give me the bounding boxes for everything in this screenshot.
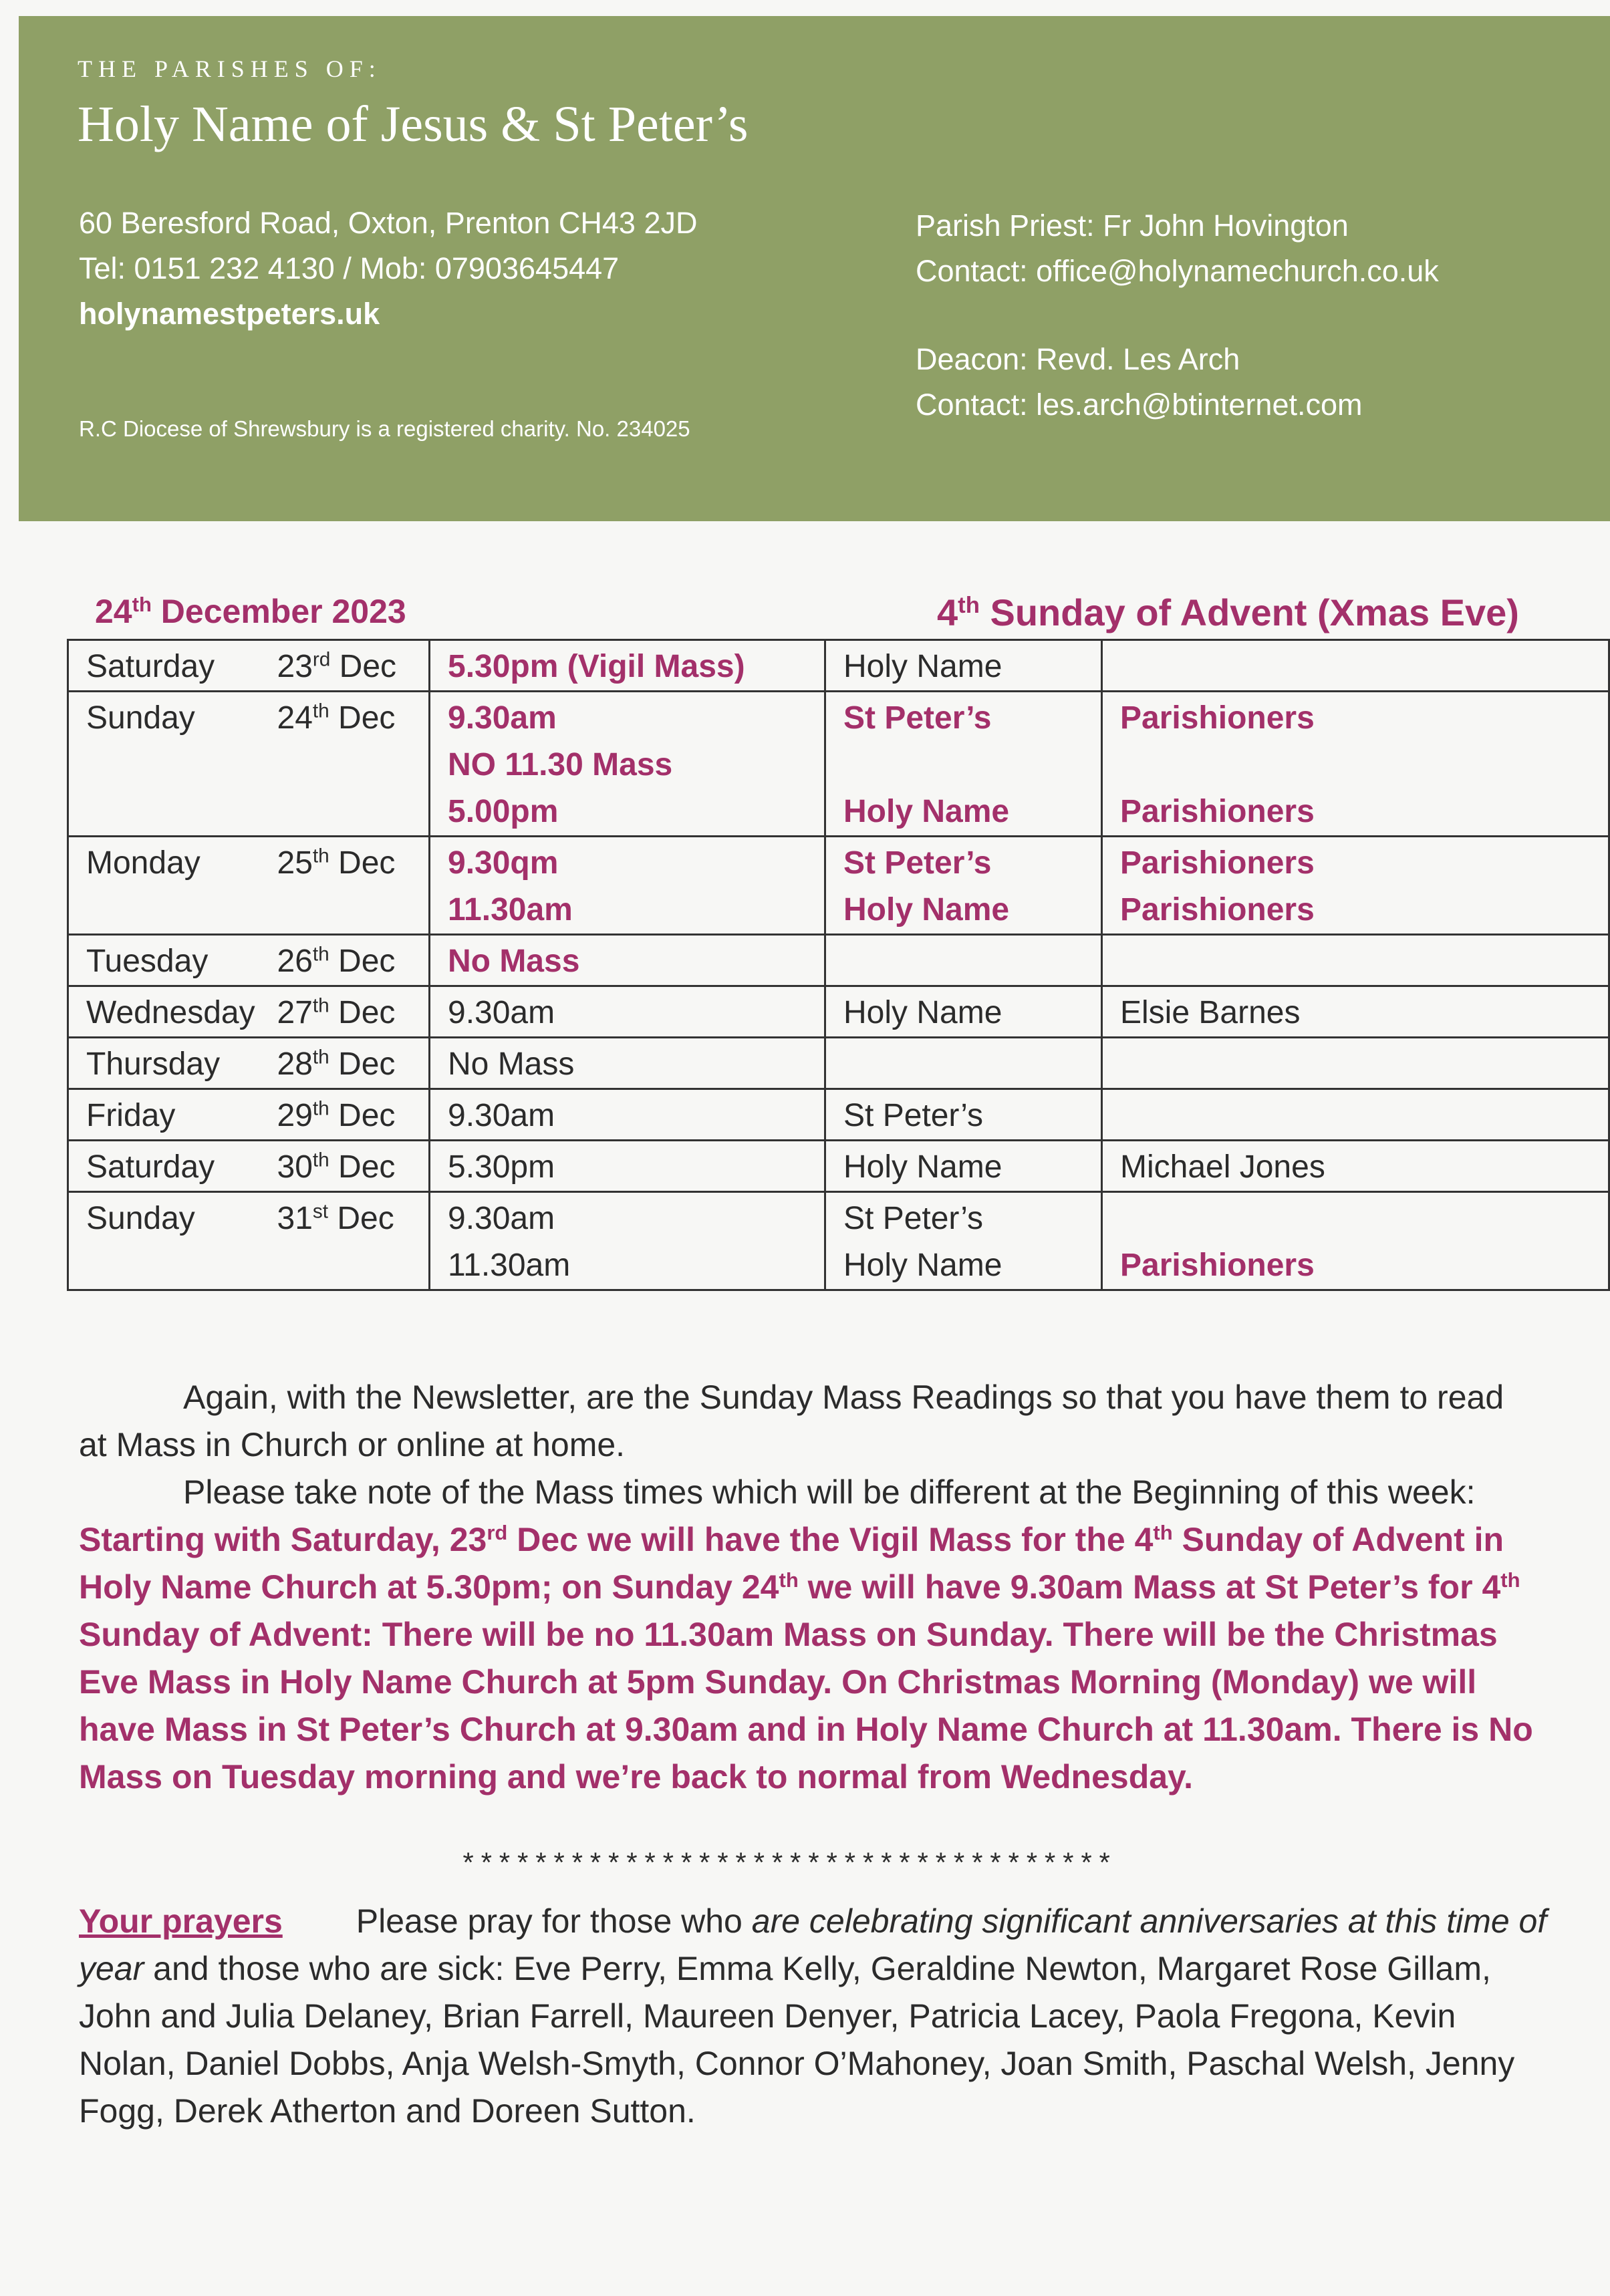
emph-part-2: Dec we will have the Vigil Mass for the 4 xyxy=(507,1521,1154,1558)
schedule-intention xyxy=(1102,1038,1609,1089)
schedule-intention-line: Michael Jones xyxy=(1120,1149,1325,1185)
priest-label: Parish Priest: xyxy=(916,208,1095,243)
notices xyxy=(79,1374,1536,1801)
schedule-day: Sunday xyxy=(68,1192,260,1290)
schedule-day: Saturday xyxy=(68,640,260,692)
schedule-time-line: 9.30am xyxy=(448,995,555,1030)
schedule-intention-line xyxy=(1120,1093,1600,1139)
schedule-intention-line xyxy=(1120,938,1600,985)
emph-part-4: we will have 9.30am Mass at St Peter’s for 4 xyxy=(798,1568,1501,1606)
schedule-day: Thursday xyxy=(68,1038,260,1089)
schedule-row xyxy=(68,1089,1609,1141)
schedule-row xyxy=(68,1192,1609,1290)
schedule-church-line: Holy Name xyxy=(843,1149,1002,1185)
schedule-time xyxy=(430,1089,825,1141)
prayers-label: Your prayers xyxy=(79,1902,283,1940)
date-month: Dec xyxy=(329,944,396,979)
schedule-row xyxy=(68,935,1609,986)
schedule-row xyxy=(68,837,1609,935)
schedule-intention xyxy=(1102,640,1609,692)
date-month: Dec xyxy=(329,1046,396,1082)
deacon-contact-label: Contact: xyxy=(916,388,1028,422)
date-num: 26 xyxy=(277,944,313,979)
schedule-time-line: 9.30qm xyxy=(448,845,559,881)
priest-name: Fr John Hovington xyxy=(1103,208,1349,243)
schedule-time-line: 5.30pm xyxy=(448,1149,555,1185)
schedule-church-line: St Peter’s xyxy=(843,845,992,881)
schedule-row xyxy=(68,692,1609,837)
deacon xyxy=(916,341,1240,378)
date-sup: th xyxy=(312,943,329,966)
date-month: Dec xyxy=(329,1149,396,1185)
priest-email-link[interactable]: office@holynamechurch.co.uk xyxy=(1036,254,1439,288)
schedule-church-line: St Peter’s xyxy=(843,700,992,736)
date-sup: st xyxy=(312,1200,329,1223)
parish-header xyxy=(19,16,1610,521)
date-num: 23 xyxy=(277,649,313,684)
schedule-intention-line xyxy=(1120,643,1600,690)
date-rest: December 2023 xyxy=(151,593,406,630)
date-month: Dec xyxy=(329,1098,396,1133)
website-link[interactable]: holynamestpeters.uk xyxy=(79,297,380,331)
schedule-church-line xyxy=(843,742,1093,788)
schedule-church-line: Holy Name xyxy=(843,1248,1002,1283)
schedule-time xyxy=(430,1038,825,1089)
schedule-intention-line xyxy=(1120,1041,1600,1088)
date-month: Dec xyxy=(328,1201,394,1236)
schedule-row xyxy=(68,986,1609,1038)
schedule-time-line: 9.30am xyxy=(448,1201,555,1236)
date-sup: th xyxy=(312,845,329,867)
mass-times-emphasis xyxy=(79,1521,1533,1796)
deacon-name: Revd. Les Arch xyxy=(1036,342,1240,376)
schedule-church-line: St Peter’s xyxy=(843,1201,983,1236)
schedule-time xyxy=(430,1192,825,1290)
emph-part-1: Starting with Saturday, 23 xyxy=(79,1521,487,1558)
date-num: 29 xyxy=(277,1098,313,1133)
schedule-church xyxy=(825,692,1102,837)
header-kicker: THE PARISHES OF: xyxy=(78,55,382,82)
schedule-date xyxy=(260,1038,430,1089)
schedule-intention-line: Parishioners xyxy=(1120,1248,1315,1283)
date-num: 30 xyxy=(277,1149,313,1185)
date-num: 31 xyxy=(277,1201,313,1236)
schedule-date xyxy=(260,1141,430,1192)
date-sup: th xyxy=(312,700,329,722)
schedule-church-line: St Peter’s xyxy=(843,1098,983,1133)
schedule-intention xyxy=(1102,935,1609,986)
schedule-row xyxy=(68,640,1609,692)
liturgical-sunday xyxy=(937,591,1519,634)
emph-part-5: Sunday of Advent: There will be no 11.30am Mass on Sunday. There will be the Christmas Eve Mass in Holy Name Church at 5pm Sunday. On Christmas Morning (Monday) we will have Mass in St Peter’s Church at 9.30am and in Holy Name Church at 11.30am. There is No Mass on Tuesday morning and we’re back to normal from Wednesday. xyxy=(79,1616,1533,1796)
sunday-rest: Sunday of Advent (Xmas Eve) xyxy=(979,591,1519,633)
newsletter-date xyxy=(95,592,406,631)
schedule-intention xyxy=(1102,1141,1609,1192)
readings-note: Again, with the Newsletter, are the Sunday Mass Readings so that you have them to read at Mass in Church or online at home. xyxy=(79,1379,1504,1463)
schedule-time-line: 11.30am xyxy=(448,892,573,927)
schedule-intention-line: Parishioners xyxy=(1120,794,1315,829)
schedule-church xyxy=(825,837,1102,935)
schedule-day: Sunday xyxy=(68,692,260,837)
prayers-lead: Please pray for those who xyxy=(356,1902,752,1940)
schedule-intention-line: Parishioners xyxy=(1120,845,1315,881)
date-num: 25 xyxy=(277,845,313,881)
date-sup: th xyxy=(312,994,329,1017)
address: 60 Beresford Road, Oxton, Prenton CH43 2JD xyxy=(79,206,698,240)
schedule-time-line: No Mass xyxy=(448,1046,575,1082)
date-sup: th xyxy=(132,592,152,616)
date-sup: rd xyxy=(312,648,331,671)
priest-contact-label: Contact: xyxy=(916,254,1028,288)
schedule-intention xyxy=(1102,837,1609,935)
schedule-day: Wednesday xyxy=(68,986,260,1038)
mass-times-lead: Please take note of the Mass times which will be different at the Beginning of this week: xyxy=(183,1473,1476,1511)
schedule-time-line: 5.30pm (Vigil Mass) xyxy=(448,649,745,684)
emph-sup-2: th xyxy=(1153,1520,1173,1544)
prayers-sick-list: and those who are sick: Eve Perry, Emma Kelly, Geraldine Newton, Margaret Rose Gillam, John and Julia Delaney, Brian Farrell, Maureen Denyer, Patricia Lacey, Paola Fregona, Kevin Nolan, Daniel Dobbs, Anja Welsh-Smyth, Connor O’Mahoney, Joan Smith, Paschal Welsh, Jenny Fogg, Derek Atherton and Doreen Sutton. xyxy=(79,1950,1515,2130)
schedule-day: Tuesday xyxy=(68,935,260,986)
schedule-day: Monday xyxy=(68,837,260,935)
schedule-church-line: Holy Name xyxy=(843,892,1010,927)
date-month: Dec xyxy=(330,649,397,684)
prayers-anniversaries: are celebrating significant anniversaries at this time of year xyxy=(79,1902,1547,1987)
prayers-section xyxy=(79,1898,1549,2135)
schedule-time xyxy=(430,986,825,1038)
schedule-date xyxy=(260,692,430,837)
schedule-day: Saturday xyxy=(68,1141,260,1192)
schedule-intention xyxy=(1102,1089,1609,1141)
schedule-body xyxy=(68,640,1609,1290)
schedule-row xyxy=(68,1141,1609,1192)
schedule-church-line xyxy=(843,938,1093,985)
schedule-time-line: 5.00pm xyxy=(448,794,559,829)
schedule-time-line: 11.30am xyxy=(448,1248,571,1283)
schedule-church xyxy=(825,640,1102,692)
date-sup: th xyxy=(312,1097,329,1120)
sunday-sup: th xyxy=(958,592,980,618)
schedule-church xyxy=(825,1089,1102,1141)
schedule-church-line xyxy=(843,1041,1093,1088)
deacon-email-link[interactable]: les.arch@btinternet.com xyxy=(1036,388,1363,422)
emph-sup-4: th xyxy=(1500,1568,1520,1592)
date-day: 24 xyxy=(95,593,132,630)
schedule-time-line: 9.30am xyxy=(448,700,557,736)
deacon-contact xyxy=(916,386,1363,424)
parish-name: Holy Name of Jesus & St Peter’s xyxy=(78,96,749,152)
schedule-date xyxy=(260,1089,430,1141)
schedule-date xyxy=(260,1192,430,1290)
schedule-intention-line: Parishioners xyxy=(1120,700,1315,736)
schedule-time xyxy=(430,640,825,692)
deacon-label: Deacon: xyxy=(916,342,1028,376)
schedule-date xyxy=(260,986,430,1038)
schedule-time-line: NO 11.30 Mass xyxy=(448,747,673,782)
schedule-intention-line: Parishioners xyxy=(1120,892,1315,927)
charity-note: R.C Diocese of Shrewsbury is a registered charity. No. 234025 xyxy=(79,416,690,441)
schedule-row xyxy=(68,1038,1609,1089)
sunday-num: 4 xyxy=(937,591,958,633)
schedule-church-line: Holy Name xyxy=(843,995,1002,1030)
schedule-intention xyxy=(1102,692,1609,837)
schedule-date xyxy=(260,640,430,692)
schedule-day: Friday xyxy=(68,1089,260,1141)
date-sup: th xyxy=(312,1046,329,1068)
schedule-intention-line xyxy=(1120,742,1600,788)
date-month: Dec xyxy=(329,995,396,1030)
schedule-intention-line xyxy=(1120,1195,1600,1242)
schedule-church-line: Holy Name xyxy=(843,794,1010,829)
tel-mob: Tel: 0151 232 4130 / Mob: 07903645447 xyxy=(79,251,620,285)
priest-contact xyxy=(916,253,1439,290)
mass-times-note xyxy=(79,1469,1536,1801)
schedule-church xyxy=(825,1038,1102,1089)
schedule-date xyxy=(260,837,430,935)
divider-stars: ************************************ xyxy=(460,1850,1115,1882)
schedule-church xyxy=(825,1141,1102,1192)
schedule-date xyxy=(260,935,430,986)
schedule-time xyxy=(430,935,825,986)
emph-sup-1: rd xyxy=(487,1520,508,1544)
schedule-time-line: No Mass xyxy=(448,944,580,979)
date-sup: th xyxy=(312,1149,329,1171)
schedule-time xyxy=(430,692,825,837)
schedule-time xyxy=(430,1141,825,1192)
schedule-church xyxy=(825,986,1102,1038)
schedule-intention-line: Elsie Barnes xyxy=(1120,995,1301,1030)
schedule-church-line: Holy Name xyxy=(843,649,1002,684)
date-num: 27 xyxy=(277,995,313,1030)
date-num: 24 xyxy=(277,700,313,736)
schedule-time-line: 9.30am xyxy=(448,1098,555,1133)
emph-part-3: Sunday of Advent in Holy Name Church at 5.30pm; on Sunday 24 xyxy=(79,1521,1504,1606)
emph-sup-3: th xyxy=(779,1568,799,1592)
schedule-intention xyxy=(1102,986,1609,1038)
date-month: Dec xyxy=(329,845,396,881)
parish-priest xyxy=(916,207,1349,245)
schedule-church xyxy=(825,1192,1102,1290)
schedule-time xyxy=(430,837,825,935)
mass-schedule-table xyxy=(67,639,1610,1291)
schedule-church xyxy=(825,935,1102,986)
schedule-intention xyxy=(1102,1192,1609,1290)
date-month: Dec xyxy=(329,700,396,736)
date-num: 28 xyxy=(277,1046,313,1082)
